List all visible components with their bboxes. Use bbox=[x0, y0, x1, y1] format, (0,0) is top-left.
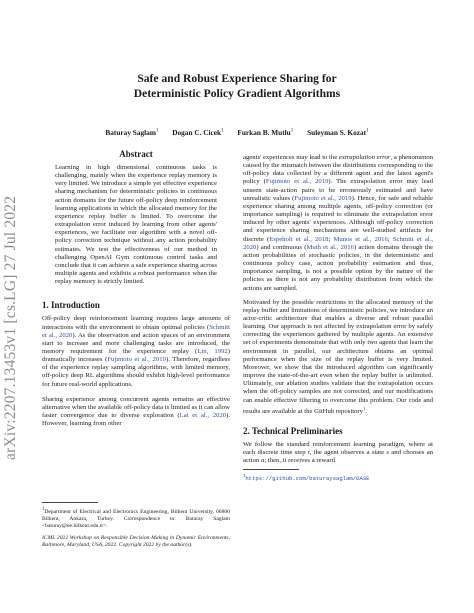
arxiv-stamp bbox=[2, 160, 26, 460]
citation-link[interactable]: Schmitt et al., 2020 bbox=[243, 235, 434, 251]
footnotes bbox=[42, 502, 230, 554]
citation-link[interactable]: Fujimoto et al., 2019 bbox=[107, 356, 166, 364]
abstract-text: Learning in high dimensional continuous tasks is challenging, mainly when the experience replay memory is very limited. We introduce a simple yet effective experience sharing mechanism for deterministic policies in continuous action domains for the future off-policy deep reinforcement learning applications in which the allocated memory for the experience replay buffer is limited. To overcome the extrapolation error induced by learning from other agents' experiences, we facilitate our algorithm with a novel off-policy correction technique without any action probability estimates. We test the effectiveness of our method in challenging OpenAI Gym continuous control tasks and conclude that it can achieve a safe experience sharing across multiple agents and exhibits a robust performance when the replay memory is strictly limited. bbox=[55, 164, 217, 286]
github-url-link[interactable]: https://github.com/baturaysaglam/DASE bbox=[245, 474, 370, 482]
author-name: Suleyman S. Kozat bbox=[307, 128, 367, 137]
citation-link[interactable]: Muth et al., 2016 bbox=[306, 243, 354, 251]
intro-paragraph-1: Off-policy deep reinforcement learning requires large amounts of interactions with the environment to obtain optimal policies (Schmitt et al., 2020). As the observation and action spaces of an environment start to increase and more challenging tasks are introduced, the memory requirement for the experience replay (Lin, 1992) dramatically increases (Fujimoto et al., 2019). Therefore, regardless of the experience replay sampling algorithms, with limited memory, off-policy deep RL algorithms should exhibit high-level performance for future real-world applications. bbox=[42, 315, 231, 388]
author-affiliation-mark: 1 bbox=[221, 128, 224, 134]
introduction-heading: 1. Introduction bbox=[42, 300, 100, 311]
citation-link[interactable]: Lin, 1992 bbox=[197, 347, 228, 355]
author-list bbox=[0, 128, 474, 137]
title-line-1: Safe and Robust Experience Sharing for bbox=[137, 72, 337, 85]
citation-link[interactable]: Munos et al., 2016 bbox=[333, 235, 388, 243]
arxiv-stamp-text: arXiv:2207.13453v1 [cs.LG] 27 Jul 2022 bbox=[2, 195, 19, 460]
affiliation-mark: 1 bbox=[42, 507, 45, 512]
right-paragraph-3: We follow the standard reinforcement learning paradigm, where at each discrete time step t, the agent observes a state s and chooses an action a; then, it receives a reward bbox=[243, 441, 434, 465]
abstract-heading: Abstract bbox=[119, 149, 153, 159]
citation-link[interactable]: Schmitt et al., 2020 bbox=[42, 323, 230, 339]
technical-preliminaries-heading: 2. Technical Preliminaries bbox=[243, 426, 343, 437]
author-name: Dogan C. Cicek bbox=[172, 128, 222, 137]
citation-link[interactable]: Espeholt et al., 2018 bbox=[269, 235, 329, 243]
citation-link[interactable]: Lai et al., 2020 bbox=[179, 412, 227, 420]
author-name: Furkan B. Mutlu bbox=[237, 128, 291, 137]
right-column bbox=[243, 154, 433, 482]
footnote-mark: 1 bbox=[362, 405, 366, 411]
right-paragraph-1: agents' experiences may lead to the extrapolation error, a phenomenon caused by the mismatch between the distributions corresponding to the off-policy data collected by a different agent and the latest agent's policy (Fujimoto et al., 2019). The extrapolation error may lead unseen state-action pairs to be erroneously estimated and have unrealistic values (Fujimoto et al., 2019). Hence, for safe and reliable experience sharing among multiple agents, off-policy correction (or importance sampling) is required to eliminate the extrapolation error induced by other agents' experiences. Although off-policy correction and experience sharing mechanisms are well-studied artifacts for discrete (Espeholt et al., 2018; Munos et al., 2016; Schmitt et al., 2020) and continuous (Muth et al., 2016) action domains through the action probabilities of stochastic policies, in the deterministic and continuous policy case, action probability estimation and thus, importance sampling, is not a possible option by the nature of the policies as there is not any probability distribution from which the actions are sampled. bbox=[243, 154, 434, 292]
github-footnote bbox=[243, 473, 433, 483]
intro-paragraph-2: Sharing experience among concurrent agents remains an effective alternative when the available off-policy data is limited as it can allow faster convergence due to diverse exploration (Lai et al., 2020). However, learning from other bbox=[42, 395, 230, 428]
workshop-footnote: ICML 2022 Workshop on Responsible Decision Making in Dynamic Environments, Baltimore, Maryland, USA, 2022. Copyright 2022 by the author(s). bbox=[42, 534, 230, 548]
paper-title bbox=[0, 72, 474, 101]
title-line-2: Deterministic Policy Gradient Algorithms bbox=[133, 86, 341, 100]
citation-link[interactable]: Fujimoto et al., 2019 bbox=[294, 194, 352, 202]
footnote-rule bbox=[243, 469, 299, 470]
author-name: Baturay Saglam bbox=[105, 128, 156, 137]
author-affiliation-mark: 1 bbox=[290, 128, 294, 134]
left-column bbox=[42, 148, 230, 428]
right-paragraph-2: Motivated by the possible restrictions to the allocated memory of the replay buffer and limitations of deterministic policies, we introduce an actor-critic architecture that enables a diverse and robust parallel learning. Our approach is not affected by extrapolation error by safely correcting the experiences gathered by multiple agents. An extensive set of experiments demonstrate that with only two agents that learn the environment in parallel, our architecture obtains an optimal performance when the size of the replay buffer is very limited. Moreover, we show that the introduced algorithm can significantly improve the state-of-the-art even when the replay buffer is unlimited. Ultimately, our ablation studies validate that the extrapolation occurs when the off-policy samples are not corrected, and our modifications can enable effective filtering to overcome this problem. Our code and results are available at the GitHub repository$^1$. bbox=[243, 298, 433, 415]
author-affiliation-mark: 1 bbox=[366, 128, 369, 134]
affiliation-footnote: $^1$Department of Electrical and Electronics Engineering, Bilkent University, 06800 Bilkent, Ankara, Turkey. Correspondence to: Baturay Saglam <baturay@ee.bilkent.edu.tr>. bbox=[42, 507, 230, 529]
footnote-rule bbox=[42, 502, 98, 503]
citation-link[interactable]: Fujimoto et al., 2019 bbox=[265, 178, 329, 186]
footnote-mark: 1 bbox=[243, 473, 246, 479]
author-affiliation-mark: 1 bbox=[155, 128, 159, 134]
